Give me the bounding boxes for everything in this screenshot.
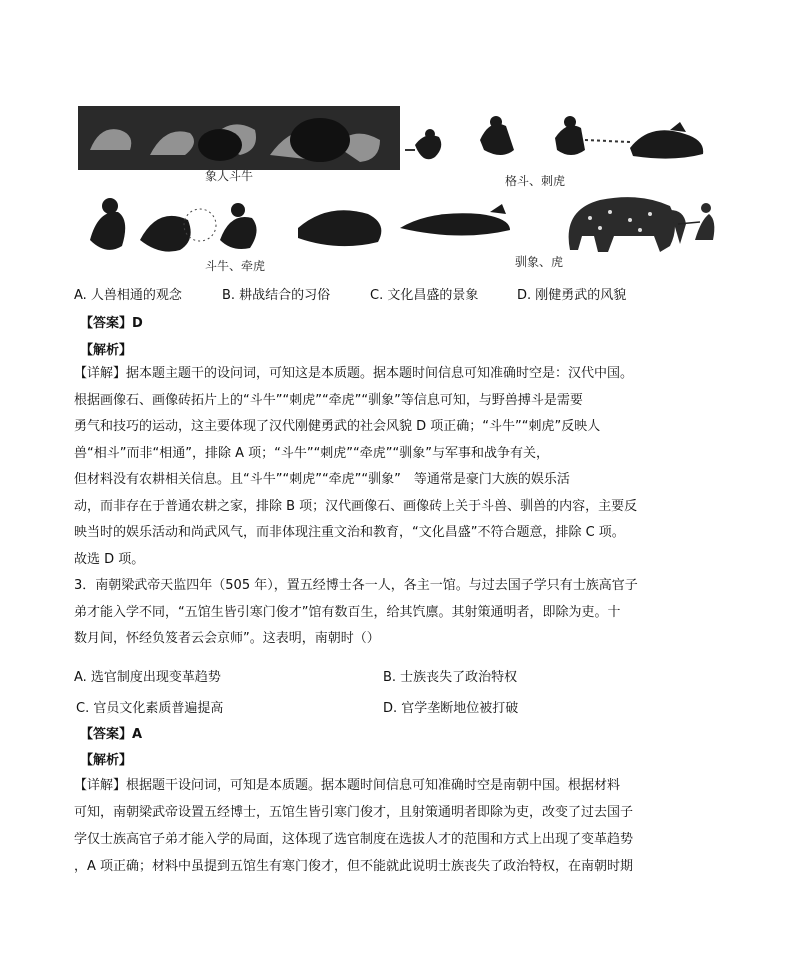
- caption-xunxiang-hu: 驯象、虎: [515, 255, 564, 269]
- q2-option-b: B. 耕战结合的习俗: [222, 288, 331, 303]
- rubbing-image: [70, 100, 720, 275]
- q2-option-a: A. 人兽相通的观念: [74, 288, 182, 303]
- q3-detail-block: [74, 776, 633, 884]
- q3-option-a: A. 选官制度出现变革趋势: [74, 670, 221, 685]
- q2-option-d: D. 刚健勇武的风貌: [517, 288, 627, 303]
- caption-xiangren-douniu: 象人斗牛: [205, 169, 254, 183]
- q2-detail-line: 映当时的娱乐活动和尚武风气，而非体现注重文治和教育，“文化昌盛”不符合题意，排除 C 项。: [74, 525, 625, 540]
- q3-option-b: B. 士族丧失了政治特权: [383, 670, 518, 685]
- q3-detail-line: 【详解】根据题干设问词，可知是本质题。据本题时间信息可知准确时空是南朝中国。根据材料: [74, 778, 621, 793]
- q2-detail-line: 但材料没有农耕相关信息。且“斗牛”“刺虎”“牵虎”“驯象” 等通常是豪门大族的娱乐活: [74, 472, 570, 487]
- q3-answer: 【答案】A: [80, 727, 143, 742]
- q3-stem-block: [74, 576, 638, 656]
- q2-detail-line: 【详解】据本题主题干的设问词，可知这是本质题。据本题时间信息可知准确时空是：汉代中国。: [74, 366, 634, 381]
- q3-stem-line: 3．南朝梁武帝天监四年（505 年），置五经博士各一人，各主一馆。与过去国子学只有士族高官子: [74, 578, 638, 593]
- caption-douniu-qianhu: 斗牛、牵虎: [205, 259, 266, 273]
- q2-detail-line: 根据画像石、画像砖拓片上的“斗牛”“刺虎”“牵虎”“驯象”等信息可知，与野兽搏斗是需要: [74, 392, 583, 408]
- q2-detail-line: 兽“相斗”而非“相通”，排除 A 项；“斗牛”“刺虎”“牵虎”“驯象”与军事和战争有关，: [74, 445, 549, 461]
- q2-detail-line: 故选 D 项。: [74, 551, 145, 567]
- q3-detail-line: 学仅士族高官子弟才能入学的局面，这体现了选官制度在选拔人才的范围和方式上出现了变革趋势: [74, 832, 634, 847]
- q3-stem-line: 数月间，怀经负笈者云会京师”。这表明，南朝时（）: [74, 631, 380, 646]
- q3-option-d: D. 官学垄断地位被打破: [383, 701, 519, 716]
- q3-detail-line: ，A 项正确；材料中虽提到五馆生有寒门俊才，但不能就此说明士族丧失了政治特权，在南朝时期: [74, 859, 634, 874]
- q2-detail-line: 勇气和技巧的运动，这主要体现了汉代刚健勇武的社会风貌 D 项正确；“斗牛”“刺虎”反映人: [74, 419, 601, 434]
- q2-analysis-label: 【解析】: [80, 343, 133, 358]
- q2-answer: 【答案】D: [80, 316, 143, 331]
- q3-detail-line: 可知，南朝梁武帝设置五经博士，五馆生皆引寒门俊才，且射策通明者即除为吏，改变了过去国子: [74, 805, 634, 820]
- q3-option-c: C. 官员文化素质普遍提高: [76, 701, 224, 716]
- q3-stem-line: 弟才能入学不同，“五馆生皆引寒门俊才”馆有数百生，给其饩廪。其射策通明者，即除为吏。十: [74, 604, 621, 620]
- q2-detail-block: [74, 364, 637, 576]
- q3-analysis-label: 【解析】: [80, 753, 133, 768]
- q2-option-c: C. 文化昌盛的景象: [370, 288, 479, 303]
- q2-detail-line: 动，而非存在于普通农耕之家，排除 B 项；汉代画像石、画像砖上关于斗兽、驯兽的内容，主要反: [74, 498, 638, 514]
- caption-gedou-cihu: 格斗、刺虎: [505, 174, 566, 188]
- figure-rubbings: [70, 100, 720, 275]
